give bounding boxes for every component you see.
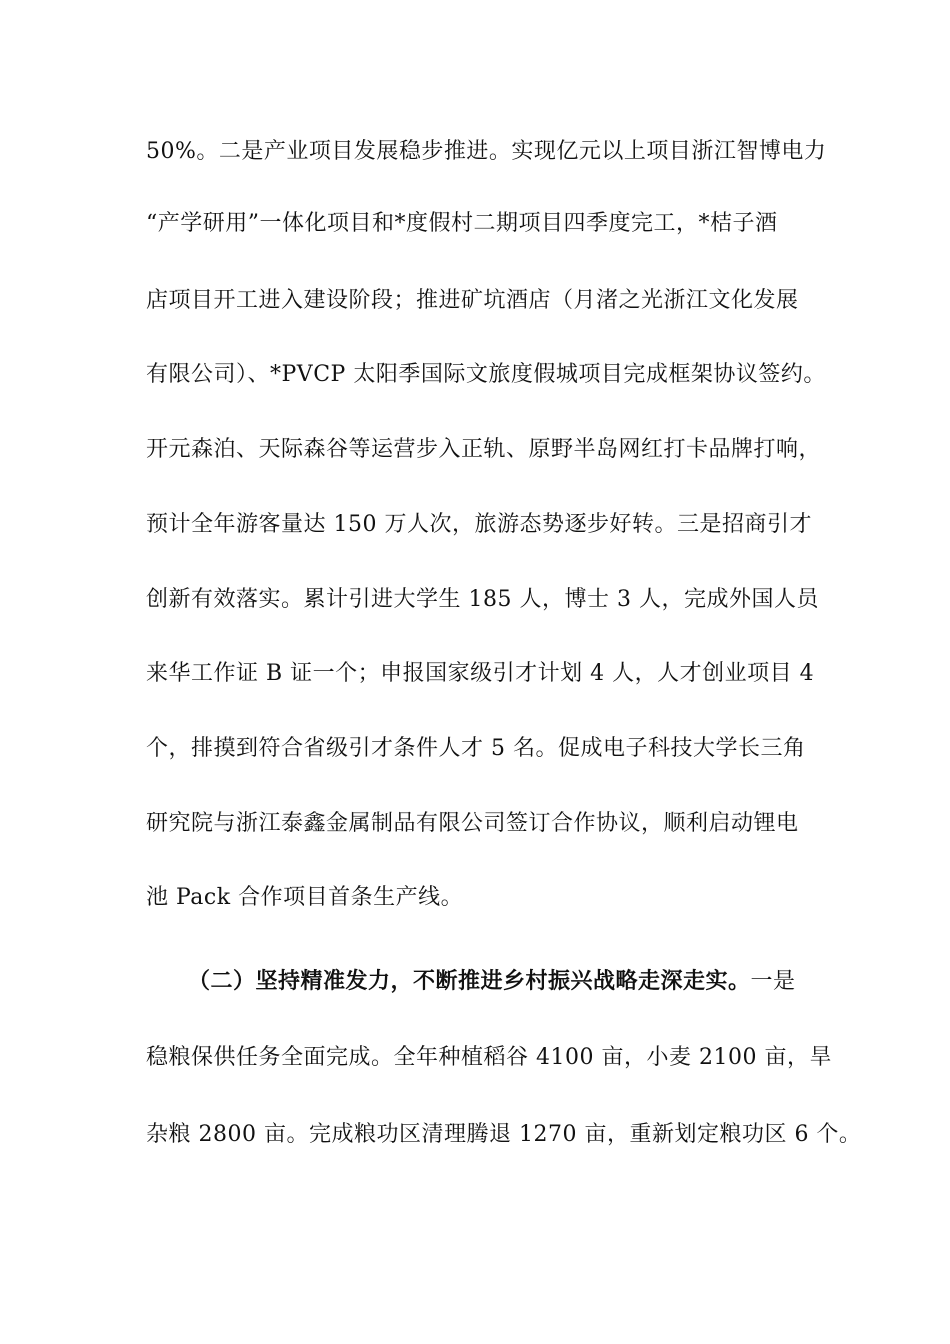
paragraph-line: 池 Pack 合作项目首条生产线。 — [146, 885, 464, 910]
paragraph-line: 研究院与浙江泰鑫金属制品有限公司签订合作协议，顺利启动锂电 — [146, 811, 799, 836]
paragraph-line: 预计全年游客量达 150 万人次，旅游态势逐步好转。三是招商引才 — [146, 512, 812, 537]
section-heading-line — [188, 966, 808, 997]
paragraph-line: 来华工作证 B 证一个；申报国家级引才计划 4 人，人才创业项目 4 — [146, 661, 815, 686]
section-heading: （二）坚持精准发力，不断推进乡村振兴战略走深走实。 — [188, 968, 751, 994]
paragraph-line: 50%。二是产业项目发展稳步推进。实现亿元以上项目浙江智博电力 — [146, 139, 827, 164]
paragraph-line: 开元森泊、天际森谷等运营步入正轨、原野半岛网红打卡品牌打响， — [146, 437, 822, 462]
section-heading-tail: 一是 — [750, 969, 796, 994]
paragraph-line: “产学研用”一体化项目和*度假村二期项目四季度完工，*桔子酒 — [146, 211, 778, 236]
paragraph-line: 店项目开工进入建设阶段；推进矿坑酒店（月渚之光浙江文化发展 — [146, 288, 799, 313]
paragraph-line: 稳粮保供任务全面完成。全年种植稻谷 4100 亩，小麦 2100 亩，旱 — [146, 1045, 832, 1070]
paragraph-line: 杂粮 2800 亩。完成粮功区清理腾退 1270 亩，重新划定粮功区 6 个。 — [146, 1122, 862, 1147]
paragraph-line: 有限公司）、*PVCP 太阳季国际文旅度假城项目完成框架协议签约。 — [146, 362, 826, 387]
paragraph-line: 个，排摸到符合省级引才条件人才 5 名。促成电子科技大学长三角 — [146, 736, 806, 761]
paragraph-line: 创新有效落实。累计引进大学生 185 人，博士 3 人，完成外国人员 — [146, 587, 819, 612]
